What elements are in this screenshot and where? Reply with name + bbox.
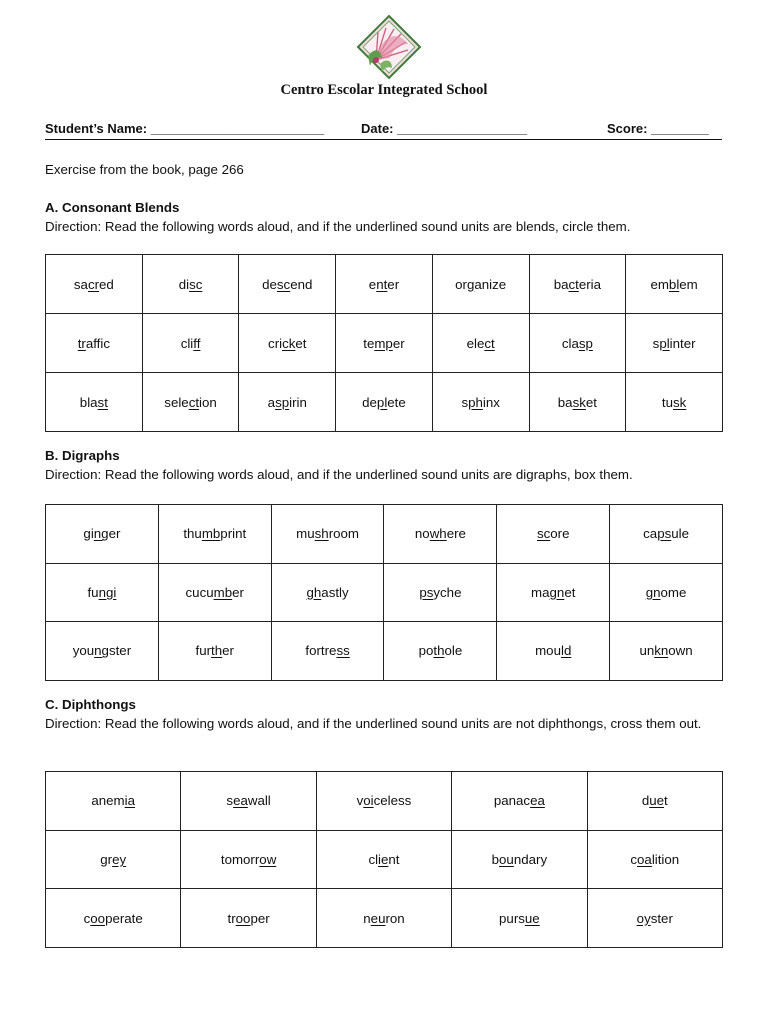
underlined-sound-unit: bl	[668, 276, 680, 292]
word-cell[interactable]: voiceless	[316, 772, 451, 831]
word-cell[interactable]: traffic	[46, 314, 143, 373]
word-row	[46, 830, 723, 889]
word-cell[interactable]: seawall	[181, 772, 316, 831]
word-cell[interactable]: selection	[142, 373, 239, 432]
underlined-sound-unit: ngi	[98, 584, 117, 600]
underlined-sound-unit: sc	[189, 276, 203, 292]
word-cell[interactable]: thumbprint	[158, 505, 271, 564]
word-cell[interactable]: ginger	[46, 505, 159, 564]
word-cell[interactable]: nowhere	[384, 505, 497, 564]
word-cell[interactable]: coalition	[587, 830, 722, 889]
word-cell[interactable]: organize	[432, 255, 529, 314]
word-cell[interactable]: psyche	[384, 563, 497, 622]
underlined-sound-unit: kn	[654, 643, 669, 659]
section-b-table	[45, 504, 723, 681]
underlined-sound-unit: pl	[659, 335, 670, 351]
word-cell[interactable]: capsule	[610, 505, 723, 564]
word-cell[interactable]: further	[158, 622, 271, 681]
underlined-sound-unit: tr	[77, 335, 86, 351]
word-row	[46, 255, 723, 314]
word-cell[interactable]: disc	[142, 255, 239, 314]
word-row	[46, 314, 723, 373]
underlined-sound-unit: ue	[524, 910, 540, 926]
underlined-sound-unit: ct	[484, 335, 495, 351]
word-cell[interactable]: panacea	[452, 772, 587, 831]
word-cell[interactable]: sphinx	[432, 373, 529, 432]
word-cell[interactable]: mould	[497, 622, 610, 681]
underlined-sound-unit: oi	[363, 793, 374, 809]
underlined-sound-unit: gn	[645, 584, 661, 600]
underlined-sound-unit: eu	[370, 910, 386, 926]
word-cell[interactable]: cucumber	[158, 563, 271, 622]
word-cell[interactable]: score	[497, 505, 610, 564]
word-cell[interactable]: youngster	[46, 622, 159, 681]
word-row	[46, 622, 723, 681]
underlined-sound-unit: ou	[499, 852, 514, 868]
underlined-sound-unit: sh	[314, 526, 329, 542]
word-row	[46, 505, 723, 564]
school-name: Centro Escolar Integrated School	[280, 82, 488, 98]
section-c-title: C. Diphthongs	[45, 697, 136, 712]
underlined-sound-unit: ld	[560, 643, 572, 659]
underlined-sound-unit: th	[211, 643, 223, 659]
underlined-sound-unit: oo	[90, 910, 106, 926]
student-info-row	[45, 119, 722, 140]
section-a-title: A. Consonant Blends	[45, 200, 180, 215]
score-field[interactable]: Score: ________	[607, 121, 709, 136]
word-cell[interactable]: pothole	[384, 622, 497, 681]
word-cell[interactable]: pursue	[452, 889, 587, 948]
word-cell[interactable]: fortress	[271, 622, 384, 681]
underlined-sound-unit: ey	[112, 852, 127, 868]
word-cell[interactable]: clasp	[529, 314, 626, 373]
underlined-sound-unit: gh	[306, 584, 322, 600]
underlined-sound-unit: sk	[572, 394, 586, 410]
word-cell[interactable]: cricket	[239, 314, 336, 373]
word-cell[interactable]: mushroom	[271, 505, 384, 564]
underlined-sound-unit: mb	[201, 526, 221, 542]
word-cell[interactable]: grey	[46, 830, 181, 889]
underlined-sound-unit: mb	[213, 584, 233, 600]
underlined-sound-unit: mp	[374, 335, 393, 351]
student-name-field[interactable]: Student’s Name: ________________________	[45, 121, 325, 136]
word-cell[interactable]: oyster	[587, 889, 722, 948]
word-cell[interactable]: fungi	[46, 563, 159, 622]
underlined-sound-unit: ps	[419, 584, 434, 600]
underlined-sound-unit: ng	[93, 526, 109, 542]
word-cell[interactable]: aspirin	[239, 373, 336, 432]
underlined-sound-unit: gn	[549, 584, 565, 600]
underlined-sound-unit: oy	[636, 910, 651, 926]
underlined-sound-unit: ck	[282, 335, 296, 351]
word-cell[interactable]: magnet	[497, 563, 610, 622]
underlined-sound-unit: ps	[657, 526, 672, 542]
word-cell[interactable]: ghastly	[271, 563, 384, 622]
word-cell[interactable]: blast	[46, 373, 143, 432]
word-row	[46, 772, 723, 831]
section-c-direction: Direction: Read the following words aloud, and if the underlined sound units are not diphthongs, cross them out.	[45, 716, 702, 731]
word-cell[interactable]: tusk	[626, 373, 723, 432]
underlined-sound-unit: g	[466, 276, 475, 292]
underlined-sound-unit: ue	[649, 793, 665, 809]
word-cell[interactable]: client	[316, 830, 451, 889]
underlined-sound-unit: ct	[568, 276, 579, 292]
word-cell[interactable]: elect	[432, 314, 529, 373]
word-cell[interactable]: splinter	[626, 314, 723, 373]
underlined-sound-unit: pl	[376, 394, 388, 410]
underlined-sound-unit: ea	[233, 793, 248, 809]
word-row	[46, 563, 723, 622]
word-cell[interactable]: bacteria	[529, 255, 626, 314]
section-a-table	[45, 254, 723, 432]
word-cell[interactable]: sacred	[46, 255, 143, 314]
word-cell[interactable]: unknown	[610, 622, 723, 681]
word-cell[interactable]: descend	[239, 255, 336, 314]
section-c-table	[45, 771, 723, 948]
word-cell[interactable]: anemia	[46, 772, 181, 831]
exercise-intro: Exercise from the book, page 266	[45, 162, 244, 177]
word-cell[interactable]: tomorrow	[181, 830, 316, 889]
underlined-sound-unit: ea	[530, 793, 545, 809]
underlined-sound-unit: th	[433, 643, 445, 659]
underlined-sound-unit: ia	[124, 793, 135, 809]
word-cell[interactable]: cooperate	[46, 889, 181, 948]
section-a-direction: Direction: Read the following words aloud, and if the underlined sound units are blends, circle them.	[45, 219, 631, 234]
word-cell[interactable]: enter	[336, 255, 433, 314]
date-field[interactable]: Date: __________________	[361, 121, 528, 136]
underlined-sound-unit: sk	[673, 394, 687, 410]
underlined-sound-unit: ff	[193, 335, 201, 351]
word-cell[interactable]: gnome	[610, 563, 723, 622]
school-logo	[356, 14, 422, 80]
underlined-sound-unit: sc	[276, 276, 291, 292]
underlined-sound-unit: sp	[275, 394, 290, 410]
word-cell[interactable]: trooper	[181, 889, 316, 948]
underlined-sound-unit: nt	[376, 276, 388, 292]
word-cell[interactable]: cliff	[142, 314, 239, 373]
underlined-sound-unit: ph	[468, 394, 483, 410]
word-cell[interactable]: boundary	[452, 830, 587, 889]
underlined-sound-unit: sp	[578, 335, 593, 351]
underlined-sound-unit: oa	[637, 852, 652, 868]
section-b-title: B. Digraphs	[45, 448, 120, 463]
underlined-sound-unit: wh	[429, 526, 447, 542]
underlined-sound-unit: ct	[188, 394, 200, 410]
word-cell[interactable]: basket	[529, 373, 626, 432]
underlined-sound-unit: cr	[87, 276, 100, 292]
word-row	[46, 889, 723, 948]
word-cell[interactable]: duet	[587, 772, 722, 831]
underlined-sound-unit: ng	[94, 643, 109, 659]
word-row	[46, 373, 723, 432]
underlined-sound-unit: ie	[378, 852, 389, 868]
underlined-sound-unit: ss	[336, 643, 350, 659]
word-cell[interactable]: deplete	[336, 373, 433, 432]
underlined-sound-unit: ow	[259, 852, 277, 868]
underlined-sound-unit: sc	[536, 526, 551, 542]
word-cell[interactable]: temper	[336, 314, 433, 373]
underlined-sound-unit: oo	[235, 910, 251, 926]
section-b-direction: Direction: Read the following words aloud, and if the underlined sound units are digraphs, box them.	[45, 467, 633, 482]
word-cell[interactable]: emblem	[626, 255, 723, 314]
word-cell[interactable]: neuron	[316, 889, 451, 948]
underlined-sound-unit: st	[97, 394, 108, 410]
